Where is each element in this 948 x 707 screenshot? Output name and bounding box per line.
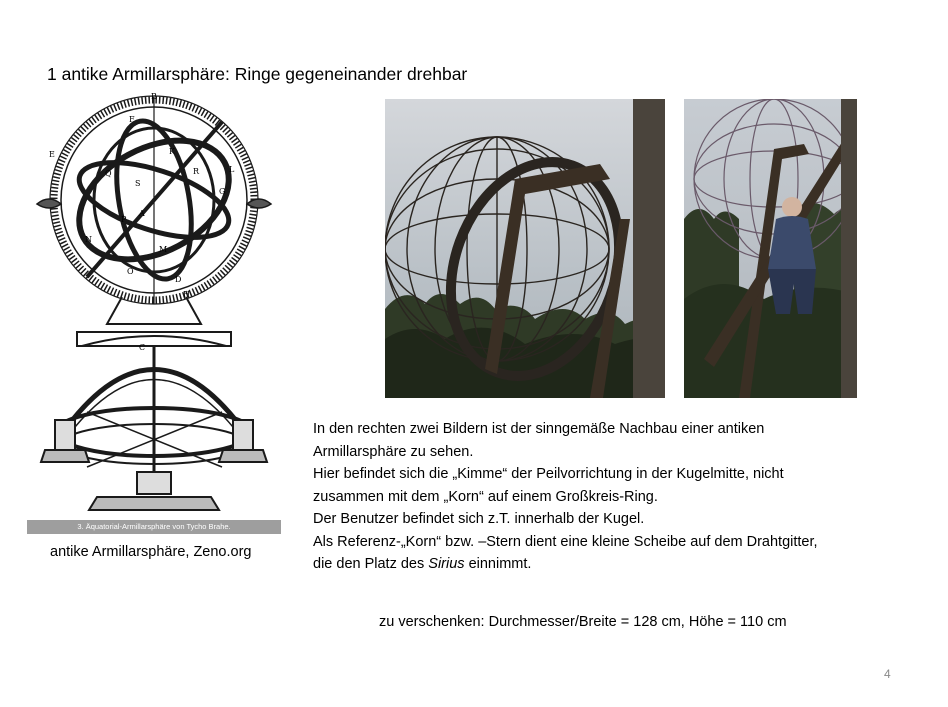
svg-text:F: F bbox=[129, 115, 135, 124]
slide-title: 1 antike Armillarsphäre: Ringe gegeneinander drehbar bbox=[47, 64, 468, 84]
description-line: zusammen mit dem „Korn“ auf einem Großkreis-Ring. bbox=[313, 488, 658, 505]
svg-text:R: R bbox=[193, 167, 200, 176]
svg-text:M: M bbox=[159, 245, 168, 254]
engraving-caption: 3. Äquatorial-Armillarsphäre von Tycho Brahe. bbox=[27, 520, 281, 534]
description-line-sirius bbox=[313, 553, 913, 576]
sirius-term: Sirius bbox=[428, 556, 465, 572]
svg-text:G: G bbox=[219, 187, 226, 196]
svg-text:N: N bbox=[85, 235, 92, 244]
svg-text:Q: Q bbox=[105, 169, 112, 178]
svg-text:K: K bbox=[169, 147, 175, 156]
svg-text:C: C bbox=[139, 343, 146, 352]
replica-photo-1 bbox=[385, 99, 665, 398]
description-line: Armillarsphäre zu sehen. bbox=[313, 443, 474, 460]
description-line: Als Referenz-„Korn“ bzw. –Stern dient eine kleine Scheibe auf dem Drahtgitter, bbox=[313, 533, 818, 550]
page-number: 4 bbox=[884, 667, 891, 681]
left-figure-caption: antike Armillarsphäre, Zeno.org bbox=[50, 544, 252, 560]
dimensions-note: zu verschenken: Durchmesser/Breite = 128 cm, Höhe = 110 cm bbox=[379, 614, 787, 630]
text-before-sirius: die den Platz des bbox=[313, 556, 429, 572]
svg-text:B: B bbox=[151, 92, 157, 101]
svg-text:P: P bbox=[121, 215, 127, 224]
description-line: Hier befindet sich die „Kimme“ der Peilvorrichtung in der Kugelmitte, nicht bbox=[313, 466, 784, 482]
svg-text:L: L bbox=[229, 165, 235, 174]
replica-photo-2 bbox=[684, 99, 857, 398]
svg-text:E: E bbox=[49, 150, 55, 159]
description-line: In den rechten zwei Bildern ist der sinngemäße Nachbau einer antiken bbox=[313, 421, 765, 437]
svg-text:O: O bbox=[127, 267, 134, 276]
svg-text:D: D bbox=[175, 275, 182, 284]
description-line: Der Benutzer befindet sich z.T. innerhalb der Kugel. bbox=[313, 511, 645, 527]
armillary-engraving-image bbox=[27, 92, 281, 534]
svg-text:A: A bbox=[139, 209, 145, 218]
text-after-sirius: einnimmt. bbox=[464, 556, 532, 572]
description-text bbox=[313, 418, 913, 576]
svg-text:H: H bbox=[183, 290, 190, 299]
svg-text:S: S bbox=[135, 179, 141, 188]
